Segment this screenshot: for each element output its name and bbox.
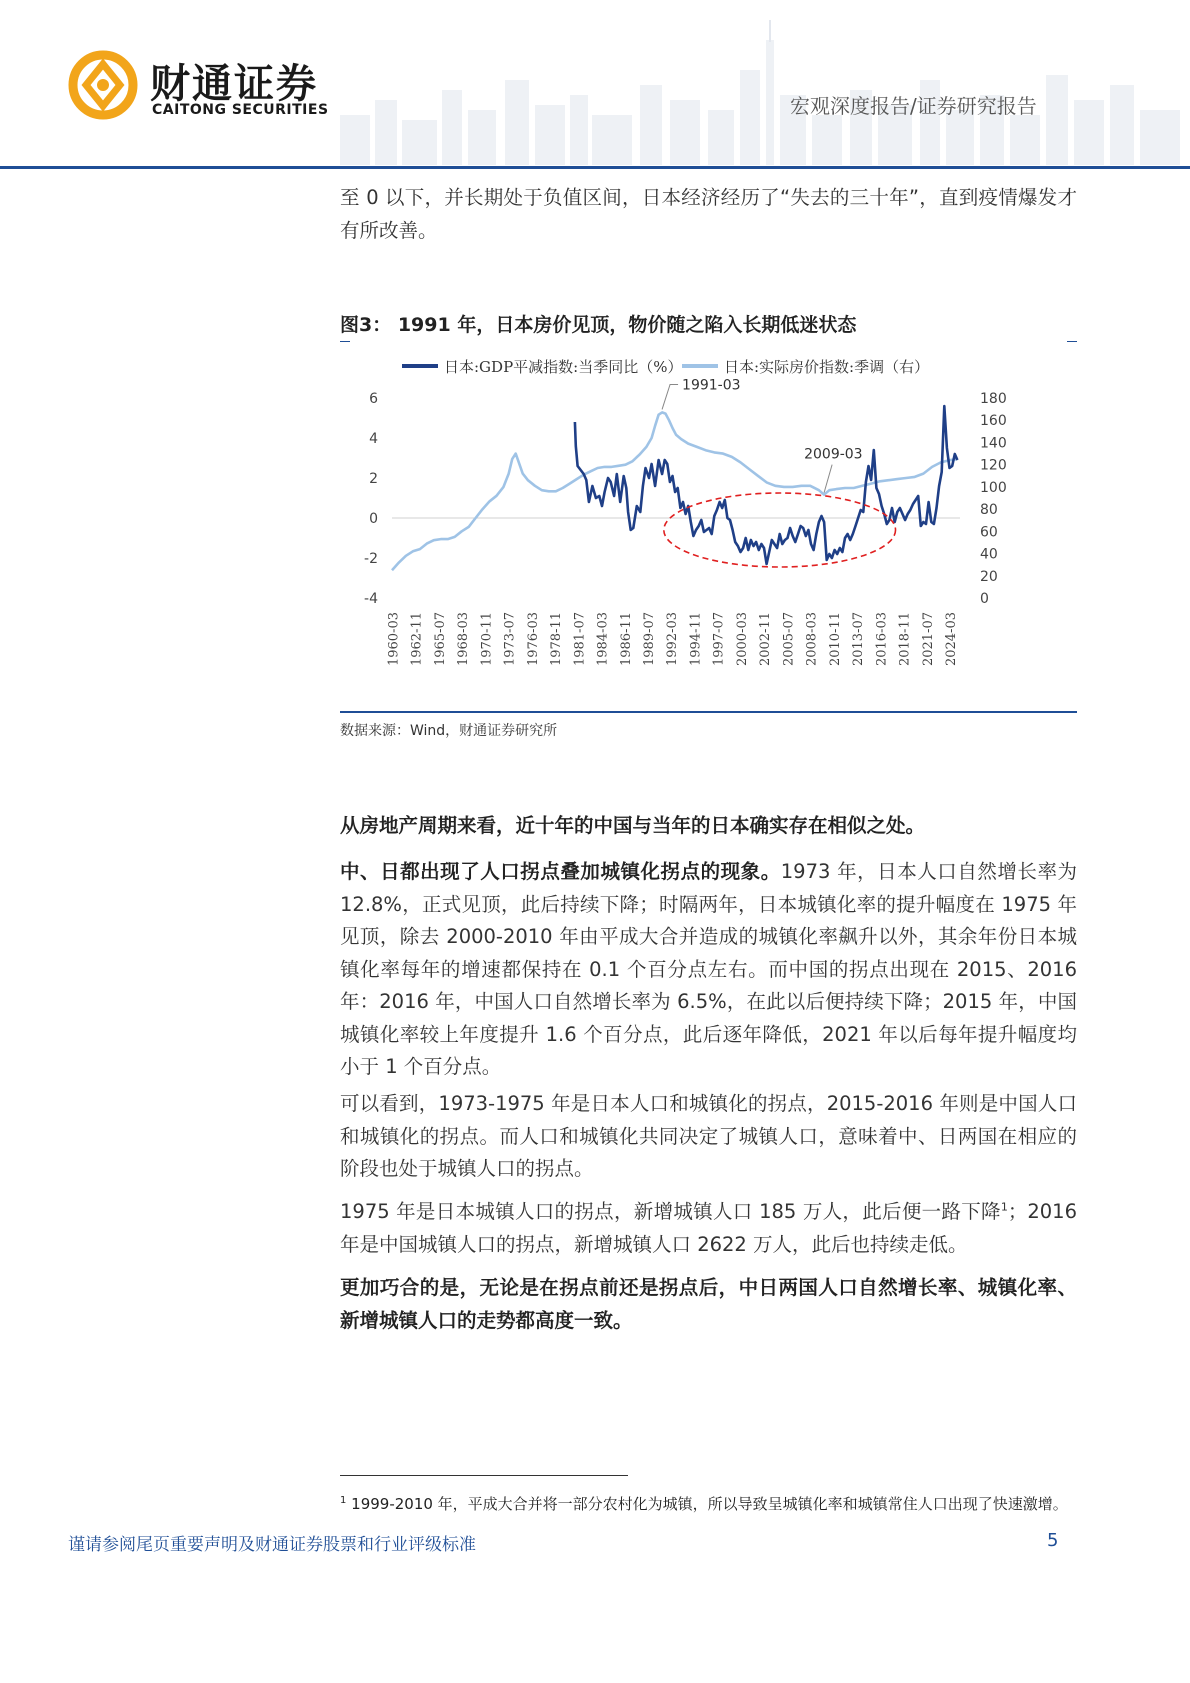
x-tick-label: 1960-03: [386, 612, 402, 667]
annotation-1991-03: 1991-03: [682, 377, 741, 394]
x-tick-label: 1976-03: [525, 612, 541, 667]
deflation-period-highlight: [664, 493, 896, 567]
left-tick-label: -4: [364, 591, 378, 607]
x-tick-label: 2008-03: [804, 612, 820, 667]
x-tick-label: 2024-03: [943, 612, 959, 667]
left-tick-label: 6: [369, 391, 378, 407]
paragraph-2: [340, 856, 1077, 1084]
right-tick-label: 20: [980, 568, 998, 585]
caitong-logo-icon: [68, 50, 138, 120]
data-source: 数据来源：Wind，财通证券研究所: [340, 723, 558, 739]
x-axis: [386, 612, 959, 666]
company-name-en: CAITONG SECURITIES: [152, 102, 329, 118]
left-tick-label: 0: [369, 511, 378, 527]
page-number: 5: [1047, 1530, 1059, 1551]
x-tick-label: 1992-03: [665, 612, 681, 667]
x-tick-label: 2013-07: [851, 612, 867, 667]
paragraph-1: 从房地产周期来看，近十年的中国与当年的日本确实存在相似之处。: [340, 814, 926, 837]
paragraph-4-part-b: ；2016 年是中国城镇人口的拐点，新增城镇人口 2622 万人，此后也持续走低。: [340, 1200, 1077, 1256]
x-tick-label: 1962-11: [409, 612, 425, 667]
report-type-label: 宏观深度报告/证券研究报告: [790, 94, 1037, 118]
right-axis: [980, 391, 1007, 607]
x-tick-label: 2010-11: [827, 612, 843, 667]
right-tick-label: 60: [980, 524, 998, 541]
x-tick-label: 2018-11: [897, 612, 913, 667]
gdp-deflator-house-price-chart: [340, 348, 1077, 718]
x-tick-label: 1994-11: [688, 612, 704, 667]
x-tick-label: 1989-07: [641, 612, 657, 667]
paragraph-2-body: 1973 年，日本人口自然增长率为 12.8%，正式见顶，此后持续下降；时隔两年，日本城镇化率的提升幅度在 1975 年见顶，除去 2000-2010 年由平成大合并造成的城镇化率飙升以外，其余年份日本城镇化率每年的增速都保持在 0.1 个百分点左右。而中国的拐点出现在 2015、2016 年：2016 年，中国人口自然增长率为 6.5%，在此以后便持续下降；2015 年，中国城镇化率较上年度提升 1.6 个百分点，此后逐年降低，2021 年以后每年提升幅度均小于 1 个百分点。: [340, 860, 1077, 1078]
legend-label-house-price: 日本:实际房价指数:季调（右）: [724, 358, 930, 376]
paragraph-3: 可以看到，1973-1975 年是日本人口和城镇化的拐点，2015-2016 年则是中国人口和城镇化的拐点。而人口和城镇化共同决定了城镇人口，意味着中、日两国在相应的阶段也处于城镇人口的拐点。: [340, 1092, 1077, 1180]
right-tick-label: 80: [980, 502, 998, 519]
paragraph-5: 更加巧合的是，无论是在拐点前还是拐点后，中日两国人口自然增长率、城镇化率、新增城镇人口的走势都高度一致。: [340, 1276, 1077, 1332]
x-tick-label: 2005-07: [781, 612, 797, 667]
right-tick-label: 120: [980, 457, 1007, 474]
x-tick-label: 1981-07: [572, 612, 588, 667]
footnote-number: 1: [340, 1495, 347, 1506]
figure-title: 图3： 1991 年，日本房价见顶，物价随之陷入长期低迷状态: [340, 314, 857, 336]
paragraph-4-part-a: 1975 年是日本城镇人口的拐点，新增城镇人口 185 万人，此后便一路下降: [340, 1200, 1001, 1223]
x-tick-label: 2021-07: [920, 612, 936, 667]
skyline-background: [330, 20, 1190, 165]
x-tick-label: 1973-07: [502, 612, 518, 667]
x-tick-label: 1986-11: [618, 612, 634, 667]
header-divider: [0, 166, 1190, 169]
x-tick-label: 1965-07: [432, 612, 448, 667]
left-tick-label: -2: [364, 551, 378, 567]
x-tick-label: 1978-11: [549, 612, 565, 667]
figure-top-rule-left: [340, 341, 350, 342]
x-tick-label: 1970-11: [479, 612, 495, 667]
footnote-divider: [340, 1475, 628, 1476]
footnote-ref[interactable]: 1: [1000, 1200, 1008, 1214]
right-tick-label: 0: [980, 591, 989, 607]
left-axis: [364, 391, 960, 607]
footnote: [340, 1490, 1077, 1515]
figure-bottom-rule: [340, 711, 1077, 713]
figure-top-rule-right: [1067, 341, 1077, 342]
right-tick-label: 40: [980, 546, 998, 563]
right-tick-label: 160: [980, 413, 1007, 430]
x-tick-label: 2000-03: [734, 612, 750, 667]
chart-legend: [402, 358, 929, 376]
left-tick-label: 4: [369, 431, 378, 447]
paragraph-2-lead: 中、日都出现了人口拐点叠加城镇化拐点的现象。: [340, 860, 781, 883]
disclaimer-link[interactable]: 谨请参阅尾页重要声明及财通证券股票和行业评级标准: [68, 1535, 476, 1555]
left-tick-label: 2: [369, 471, 378, 487]
series-line-gdp-deflator: [575, 406, 958, 564]
intro-paragraph: 至 0 以下，并长期处于负值区间，日本经济经历了“失去的三十年”，直到疫情爆发才有所改善。: [340, 186, 1077, 242]
x-tick-label: 2002-11: [758, 612, 774, 667]
right-tick-label: 140: [980, 435, 1007, 452]
company-name-cn: 财通证券: [150, 61, 318, 107]
x-tick-label: 1968-03: [456, 612, 472, 667]
paragraph-4: [340, 1196, 1077, 1261]
legend-label-gdp: 日本:GDP平减指数:当季同比（%）: [444, 358, 683, 376]
footnote-text: 1999-2010 年，平成大合并将一部分农村化为城镇，所以导致呈城镇化率和城镇常住人口出现了快速激增。: [351, 1495, 1068, 1513]
right-tick-label: 180: [980, 391, 1007, 407]
annotation-leader-1991: [662, 384, 678, 409]
right-tick-label: 100: [980, 479, 1007, 496]
page-header: [0, 0, 1190, 170]
annotation-leader-2009: [824, 465, 832, 493]
x-tick-label: 1997-07: [711, 612, 727, 667]
x-tick-label: 2016-03: [874, 612, 890, 667]
annotation-2009-03: 2009-03: [804, 446, 863, 463]
series-group: [392, 406, 957, 570]
x-tick-label: 1984-03: [595, 612, 611, 667]
